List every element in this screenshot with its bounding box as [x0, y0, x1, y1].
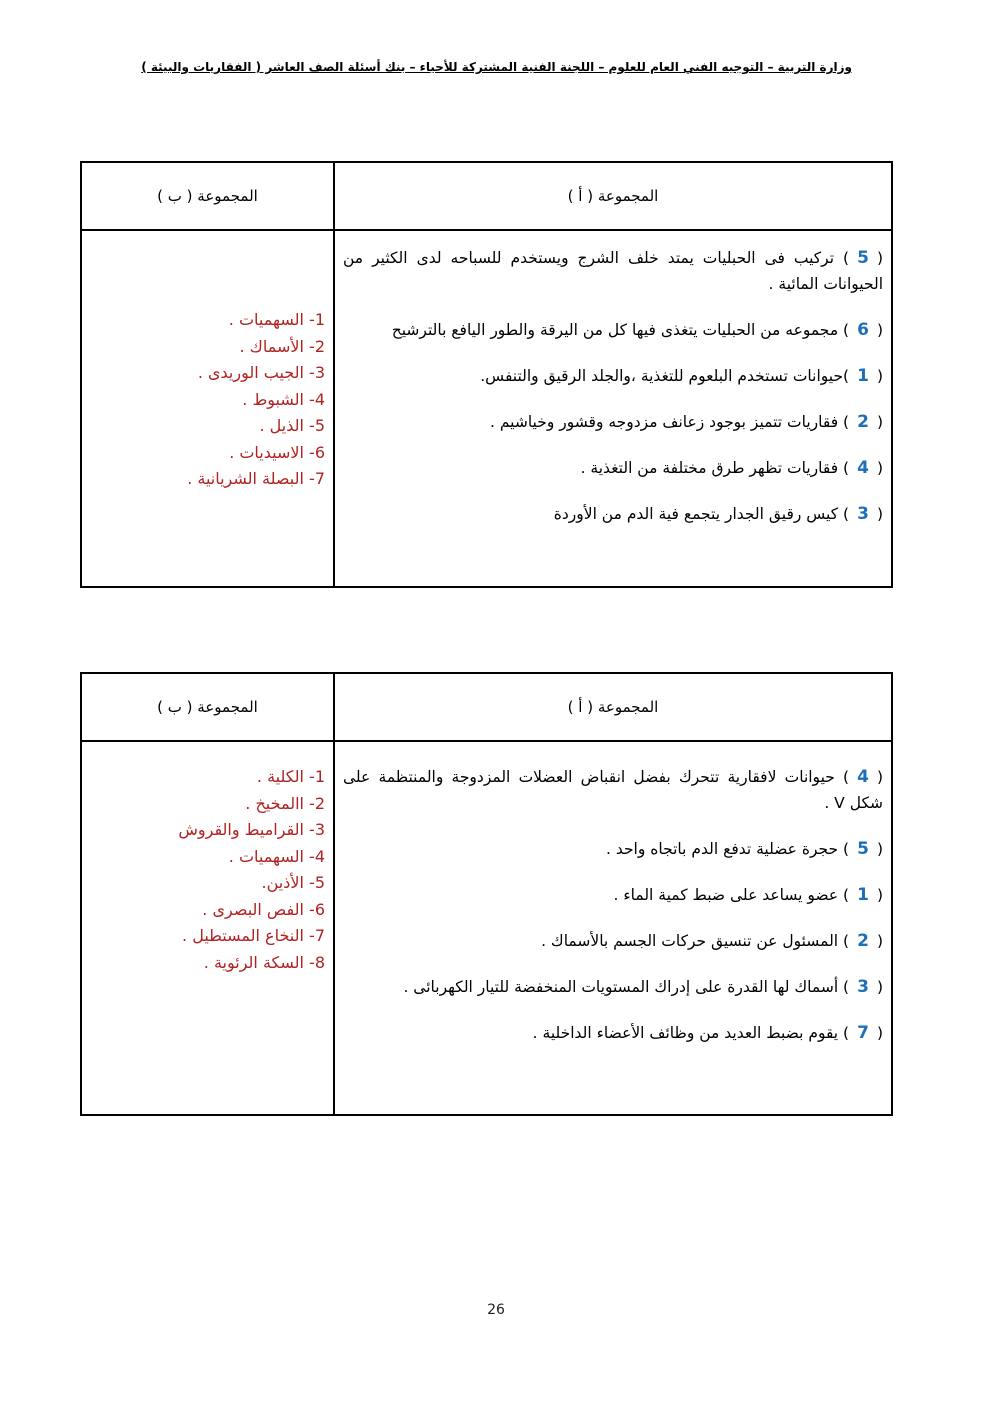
answer-number: 1 — [857, 366, 869, 386]
group-a-header: المجموعة ( أ ) — [567, 698, 659, 716]
answer-number: 3 — [857, 977, 869, 997]
answer-item: 4- السهميات . — [228, 846, 325, 866]
question-item: (2) فقاريات تتميز بوجود زعانف مزدوجه وقشور وخياشيم . — [343, 409, 883, 435]
answer-item: 8- السكة الرئوية . — [203, 952, 325, 972]
question-item: (1) عضو يساعد على ضبط كمية الماء . — [343, 882, 883, 908]
question-item: (4) حيوانات لافقارية تتحرك بفضل انقباض العضلات المزدوجة والمنتظمة على شكل V . — [343, 764, 883, 816]
answer-item: 2- االمخيخ . — [245, 793, 325, 813]
question-item: (5) تركيب فى الحبليات يمتد خلف الشرج ويستخدم للسباحه لدى الكثير من الحيوانات المائية . — [343, 245, 883, 297]
answer-item: 5- الذيل . — [259, 416, 325, 435]
question-item: (1)حيوانات تستخدم البلعوم للتغذية ،والجلد الرقيق والتنفس. — [343, 363, 883, 389]
answer-item: 5- الأذين. — [261, 873, 325, 892]
question-item: (7) يقوم بضبط العديد من وظائف الأعضاء الداخلية . — [343, 1020, 883, 1046]
matching-table-2 — [80, 672, 893, 1116]
answer-item: 7- البصلة الشريانية . — [187, 469, 325, 488]
group-b-list — [82, 231, 333, 493]
answer-item: 3- القراميط والقروش — [178, 820, 325, 839]
answer-number: 1 — [857, 885, 869, 905]
question-item: (3) أسماك لها القدرة على إدراك المستويات المنخفضة للتيار الكهربائى . — [343, 974, 883, 1000]
answer-number: 2 — [857, 931, 869, 951]
question-item: (5) حجرة عضلية تدفع الدم باتجاه واحد . — [343, 836, 883, 862]
answer-item: 6- الاسيديات . — [229, 442, 325, 462]
matching-table-1 — [80, 161, 893, 588]
answer-item: 7- النخاع المستطيل . — [182, 926, 325, 945]
group-a-header: المجموعة ( أ ) — [567, 187, 659, 205]
answer-number: 3 — [857, 504, 869, 524]
group-a-list — [335, 231, 891, 527]
question-item: (3) كيس رقيق الجدار يتجمع فية الدم من الأوردة — [343, 501, 883, 527]
answer-number: 7 — [857, 1023, 869, 1043]
answer-number: 4 — [857, 458, 869, 478]
answer-item: 4- الشبوط . — [242, 389, 325, 409]
answer-item: 1- السهميات . — [228, 310, 325, 329]
answer-number: 5 — [857, 248, 869, 268]
answer-item: 6- الفص البصرى . — [202, 899, 325, 919]
answer-item: 3- الجيب الوريدى . — [197, 363, 325, 382]
question-item: (4) فقاريات تظهر طرق مختلفة من التغذية . — [343, 455, 883, 481]
group-b-list — [82, 742, 333, 976]
page-header: وزارة التربية – التوجيه الفني العام للعلوم – اللجنة الفنية المشتركة للأحياء – بنك أسئلة الصف العاشر ( الفقاريات والبيئة ) — [141, 60, 852, 74]
group-b-header: المجموعة ( ب ) — [157, 698, 258, 716]
answer-number: 4 — [857, 767, 869, 787]
group-a-list — [335, 742, 891, 1046]
question-item: (6) مجموعه من الحبليات يتغذى فيها كل من اليرقة والطور اليافع بالترشيح — [343, 317, 883, 343]
answer-number: 2 — [857, 412, 869, 432]
answer-item: 1- الكلية . — [256, 767, 325, 786]
answer-number: 5 — [857, 839, 869, 859]
question-item: (2) المسئول عن تنسيق حركات الجسم بالأسماك . — [343, 928, 883, 954]
answer-item: 2- الأسماك . — [239, 336, 325, 356]
answer-number: 6 — [857, 320, 869, 340]
group-b-header: المجموعة ( ب ) — [157, 187, 258, 205]
page-number: 26 — [487, 1302, 505, 1318]
